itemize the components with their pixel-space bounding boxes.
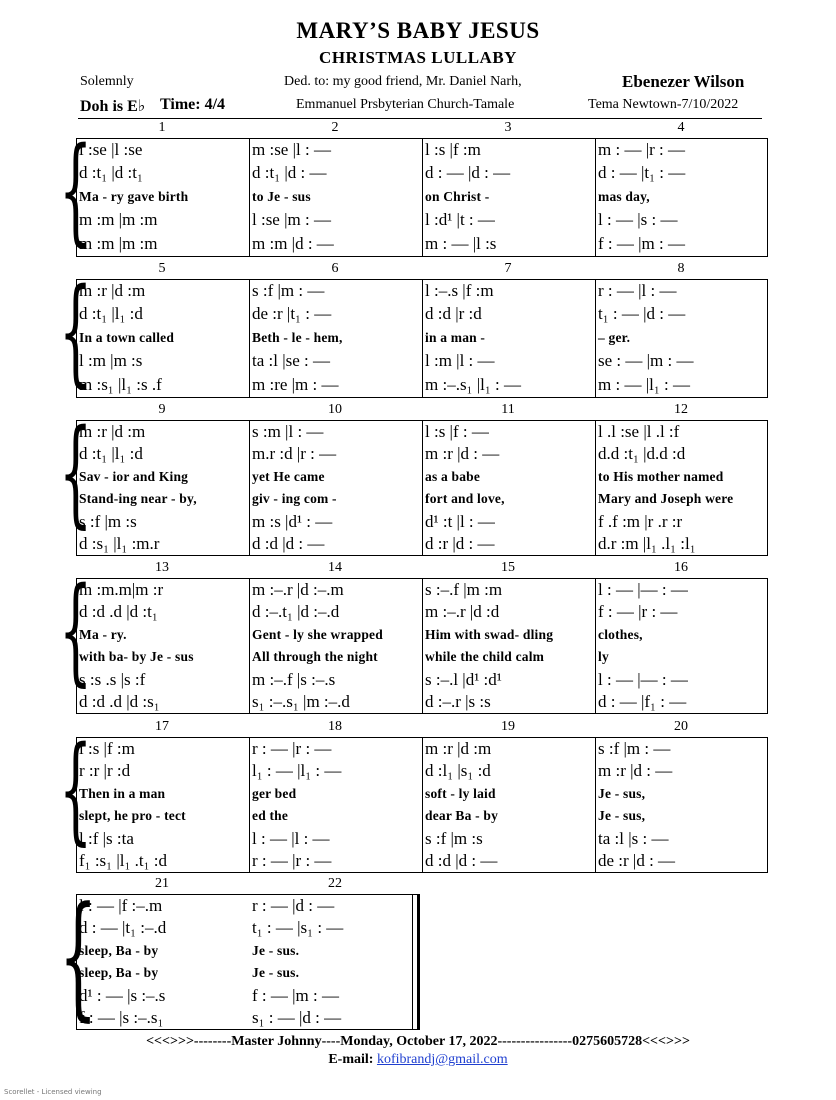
- solfa-cell: m : — |l₁ : —: [598, 374, 690, 394]
- solfa-cell: m :–.r |d :d: [425, 602, 500, 622]
- measure-number: 6: [331, 261, 339, 276]
- solfa-cell: l : — |— : —: [598, 580, 688, 599]
- voice-row: [76, 280, 768, 302]
- solfa-cell: l :f |s :ta: [79, 828, 134, 848]
- system-brace: {: [59, 123, 93, 258]
- voice-row: [76, 691, 768, 713]
- lyric-cell: fort and love,: [425, 491, 505, 507]
- voice-row: [76, 209, 768, 231]
- voice-row: [76, 669, 768, 691]
- solfa-cell: l :–.s |f :m: [425, 281, 494, 300]
- solfa-cell: l :s |f :m: [425, 140, 481, 159]
- solfa-cell: d :d |d : —: [252, 534, 325, 553]
- measure-number: 9: [158, 402, 166, 417]
- solfa-cell: m :m.m|m :r: [79, 580, 164, 599]
- lyric-cell: mas day,: [598, 188, 650, 204]
- footer-email: [0, 1052, 836, 1068]
- lyric-row: [76, 466, 768, 488]
- voice-row: [76, 1007, 420, 1029]
- solfa-cell: l : — |f :–.m: [79, 896, 163, 915]
- measure-number: 8: [677, 261, 685, 276]
- solfa-cell: s :–.l |d¹ :d¹: [425, 669, 502, 689]
- solfa-cell: m :m |d : —: [252, 233, 334, 253]
- lyric-cell: on Christ -: [425, 188, 490, 204]
- measure-number: 7: [504, 261, 512, 276]
- solfa-cell: d :d |d : —: [425, 851, 498, 870]
- solfa-cell: d :l₁ |s₁ :d: [425, 761, 491, 781]
- solfa-cell: l : — |s : —: [598, 210, 678, 230]
- solfa-cell: r : — |d : —: [252, 896, 335, 915]
- solfa-cell: l :s |f : —: [425, 422, 489, 441]
- solfa-cell: m.r :d |r : —: [252, 444, 337, 464]
- measure-number: 19: [501, 719, 515, 734]
- lyric-cell: to His mother named: [598, 468, 724, 484]
- solfa-cell: s₁ : — |d : —: [252, 1008, 342, 1027]
- solfa-cell: m :r |d :m: [425, 739, 492, 758]
- solfa-cell: m :r |d : —: [598, 761, 673, 781]
- solfa-cell: l :d¹ |t : —: [425, 210, 495, 230]
- lyric-cell: sleep, Ba - by: [79, 965, 159, 981]
- song-subtitle: CHRISTMAS LULLABY: [319, 48, 517, 67]
- measure-number: 17: [155, 719, 169, 734]
- system-brace: {: [59, 264, 93, 399]
- lyric-cell: Stand-ing near - by,: [79, 491, 197, 507]
- voice-row: [76, 533, 768, 555]
- lyric-cell: giv - ing com -: [252, 491, 337, 507]
- measure-number: 1: [158, 120, 166, 135]
- voice-row: [76, 350, 768, 372]
- solfa-cell: r : — |r : —: [252, 739, 332, 758]
- solfa-cell: l₁ : — |l₁ : —: [252, 761, 342, 781]
- voice-row: [76, 421, 768, 443]
- measure-number: 22: [328, 876, 342, 891]
- solfa-cell: d¹ :t |l : —: [425, 511, 495, 531]
- lyric-cell: All through the night: [252, 649, 378, 665]
- solfa-cell: s :f |m :s: [425, 828, 483, 848]
- measure-number: 16: [674, 560, 688, 575]
- voice-row: [76, 233, 768, 255]
- solfa-cell: m :r |d :m: [79, 422, 146, 441]
- solfa-cell: m : — |l :s: [425, 233, 497, 253]
- solfa-cell: d.d :t₁ |d.d :d: [598, 444, 686, 464]
- solfa-cell: r : — |r : —: [252, 851, 332, 870]
- lyric-cell: Beth - le - hem,: [252, 329, 343, 345]
- system-brace: {: [59, 722, 93, 857]
- song-title: MARY’S BABY JESUS: [296, 18, 540, 43]
- solfa-cell: l :se |m : —: [252, 210, 331, 230]
- solfa-cell: f₁ :s₁ |l₁ .t₁ :d: [79, 851, 168, 870]
- solfa-cell: d : — |f₁ : —: [598, 692, 687, 711]
- solfa-cell: s₁ :–.s₁ |m :–.d: [252, 692, 350, 711]
- lyric-cell: Then in a man: [79, 785, 166, 801]
- measure-number: 13: [155, 560, 169, 575]
- solfa-cell: d :r |d : —: [425, 534, 495, 553]
- measure-number: 20: [674, 719, 688, 734]
- lyric-cell: as a babe: [425, 468, 481, 484]
- lyric-cell: in a man -: [425, 329, 486, 345]
- voice-row: [76, 917, 420, 939]
- solfa-cell: d : — |t₁ :–.d: [79, 918, 167, 938]
- lyric-row: [76, 646, 768, 668]
- lyric-cell: Mary and Joseph were: [598, 491, 734, 507]
- solfa-cell: s :f |m :s: [79, 511, 137, 531]
- voice-row: [76, 579, 768, 601]
- lyric-row: [76, 624, 768, 646]
- measure-number: 14: [328, 560, 342, 575]
- solfa-cell: d :–.t₁ |d :–.d: [252, 602, 340, 622]
- lyric-cell: with ba- by Je - sus: [79, 649, 194, 665]
- solfa-cell: r : — |l : —: [598, 281, 677, 300]
- voice-row: [76, 985, 420, 1007]
- email-link[interactable]: kofibrandj@gmail.com: [376, 1052, 508, 1067]
- score-system: [59, 719, 768, 873]
- solfa-cell: m :–.r |d :–.m: [252, 580, 344, 599]
- lyric-row: [76, 186, 768, 208]
- solfa-cell: l :s |f :m: [79, 739, 135, 758]
- lyric-cell: slept, he pro - tect: [79, 808, 186, 824]
- score-system: [59, 261, 768, 399]
- measure-number: 4: [677, 120, 685, 135]
- lyric-cell: – ger.: [598, 329, 631, 345]
- dedication-text: Ded. to: my good friend, Mr. Daniel Narh,: [284, 74, 522, 89]
- lyric-cell: to Je - sus: [252, 188, 311, 204]
- lyric-row: [76, 805, 768, 827]
- voice-row: [76, 850, 768, 872]
- solfa-cell: s :f |m : —: [252, 281, 325, 300]
- measure-number: 5: [158, 261, 166, 276]
- system-brace: {: [59, 563, 93, 698]
- measure-number: 12: [674, 402, 688, 417]
- solfa-cell: t₁ : — |d : —: [598, 304, 686, 324]
- place-date: Tema Newtown-7/10/2022: [588, 97, 739, 112]
- key-signature: Doh is E♭: [80, 98, 146, 115]
- voice-row: [76, 374, 768, 396]
- lyric-cell: Je - sus.: [252, 942, 300, 958]
- solfa-cell: d.r :m |l₁ .l₁ :l₁: [598, 534, 696, 553]
- lyric-cell: Je - sus,: [598, 785, 646, 801]
- score-system: [59, 120, 768, 258]
- tempo-marking: Solemnly: [80, 74, 134, 89]
- lyric-cell: ger bed: [252, 785, 297, 801]
- solfa-cell: f : — |m : —: [252, 985, 339, 1005]
- lyric-cell: while the child calm: [425, 649, 545, 665]
- solfa-cell: d :s₁ |l₁ :m.r: [79, 534, 160, 553]
- measure-number: 18: [328, 719, 342, 734]
- measure-number: 3: [504, 120, 512, 135]
- solfa-cell: f : — |m : —: [598, 233, 685, 253]
- email-label: E-mail:: [328, 1052, 374, 1067]
- solfa-cell: m :s |d¹ : —: [252, 511, 333, 531]
- solfa-cell: l : — |l : —: [252, 828, 330, 848]
- lyric-cell: ly: [598, 649, 609, 665]
- solfa-cell: l :se |l :se: [79, 140, 143, 159]
- system-brace: {: [59, 405, 93, 540]
- voice-row: [76, 139, 768, 161]
- lyric-row: [76, 962, 420, 984]
- solfa-cell: ta :l |se : —: [252, 351, 331, 371]
- solfa-cell: m :r |d : —: [425, 444, 500, 464]
- solfa-cell: m : — |r : —: [598, 140, 685, 159]
- solfa-cell: d :–.r |s :s: [425, 692, 491, 711]
- solfa-cell: d :d .d |d :t₁: [79, 602, 158, 622]
- voice-row: [76, 443, 768, 465]
- time-signature: Time: 4/4: [160, 96, 226, 113]
- solfa-cell: d :d .d |d :s₁: [79, 692, 160, 711]
- lyric-row: [76, 783, 768, 805]
- lyric-cell: yet He came: [252, 468, 325, 484]
- solfa-cell: m :m |m :m: [79, 210, 158, 230]
- solfa-cell: l : — |— : —: [598, 669, 688, 689]
- solfa-cell: d :t₁ |d : —: [252, 163, 327, 183]
- solfa-cell: f : — |r : —: [598, 602, 678, 622]
- solfa-cell: m :–.s₁ |l₁ : —: [425, 374, 522, 394]
- solfa-cell: d :d |r :d: [425, 304, 482, 324]
- solfa-cell: d¹ : — |s :–.s: [79, 985, 166, 1005]
- voice-row: [76, 162, 768, 184]
- solfa-cell: m :m |m :m: [79, 233, 158, 253]
- solfa-cell: m :se |l : —: [252, 140, 331, 159]
- solfa-cell: de :r |d : —: [598, 851, 676, 870]
- lyric-cell: soft - ly laid: [425, 785, 496, 801]
- solfa-cell: d :t₁ |l₁ :d: [79, 444, 143, 464]
- voice-row: [76, 601, 768, 623]
- measure-number: 2: [331, 120, 339, 135]
- lyric-row: [76, 940, 420, 962]
- solfa-cell: t₁ : — |s₁ : —: [252, 918, 344, 938]
- measure-number: 15: [501, 560, 515, 575]
- voice-row: [76, 760, 768, 782]
- lyric-cell: ed the: [252, 808, 289, 824]
- lyric-cell: Him with swad- dling: [425, 626, 554, 642]
- voice-row: [76, 303, 768, 325]
- lyric-cell: In a town called: [79, 329, 175, 345]
- system-brace: {: [59, 878, 98, 1034]
- lyric-cell: sleep, Ba - by: [79, 942, 159, 958]
- solfa-cell: l .l :se |l .l :f: [598, 422, 680, 441]
- header-rule: [78, 118, 762, 119]
- solfa-cell: s :m |l : —: [252, 422, 324, 441]
- score-system: [59, 402, 768, 556]
- lyric-cell: Ma - ry gave birth: [79, 188, 189, 204]
- lyric-cell: Gent - ly she wrapped: [252, 626, 383, 642]
- measure-number: 11: [501, 402, 515, 417]
- lyric-cell: Ma - ry.: [79, 626, 127, 642]
- solfa-cell: d :t₁ |l₁ :d: [79, 304, 143, 324]
- final-score-system: [59, 876, 420, 1034]
- composer-name: Ebenezer Wilson: [622, 72, 745, 91]
- solfa-cell: d :t₁ |d :t₁: [79, 163, 143, 183]
- solfa-cell: m :s₁ |l₁ :s .f: [79, 374, 162, 394]
- lyric-cell: dear Ba - by: [425, 808, 499, 824]
- solfa-cell: r :r |r :d: [79, 761, 131, 781]
- voice-row: [76, 511, 768, 533]
- solfa-cell: f : — |s :–.s₁: [79, 1008, 164, 1027]
- solfa-cell: m :re |m : —: [252, 374, 339, 394]
- watermark-text: Scorellet - Licensed viewing: [4, 1088, 102, 1096]
- score-system: [59, 560, 768, 714]
- solfa-cell: s :s .s |s :f: [79, 669, 146, 689]
- solfa-cell: de :r |t₁ : —: [252, 304, 332, 324]
- solfa-cell: ta :l |s : —: [598, 828, 669, 848]
- solfa-cell: d : — |t₁ : —: [598, 163, 686, 183]
- solfa-cell: d : — |d : —: [425, 163, 511, 183]
- solfa-cell: f .f :m |r .r :r: [598, 511, 683, 531]
- voice-row: [76, 738, 768, 760]
- solfa-cell: s :–.f |m :m: [425, 580, 503, 599]
- lyric-cell: Je - sus,: [598, 808, 646, 824]
- measure-number: 10: [328, 402, 342, 417]
- lyric-cell: clothes,: [598, 626, 643, 642]
- footer-line: <<<>>>--------Master Johnny----Monday, October 17, 2022----------------0275605728<<<>>>: [146, 1034, 690, 1049]
- measure-number: 21: [155, 876, 169, 891]
- solfa-cell: l :m |l : —: [425, 351, 495, 371]
- solfa-cell: m :r |d :m: [79, 281, 146, 300]
- solfa-cell: se : — |m : —: [598, 351, 694, 371]
- lyric-cell: Je - sus.: [252, 965, 300, 981]
- lyric-cell: Sav - ior and King: [79, 468, 189, 484]
- lyric-row: [76, 488, 768, 510]
- solfa-cell: m :–.f |s :–.s: [252, 669, 336, 689]
- church-name: Emmanuel Prsbyterian Church-Tamale: [296, 97, 515, 112]
- solfa-cell: s :f |m : —: [598, 739, 671, 758]
- solfa-cell: l :m |m :s: [79, 351, 143, 371]
- voice-row: [76, 895, 420, 917]
- voice-row: [76, 828, 768, 850]
- lyric-row: [76, 327, 768, 349]
